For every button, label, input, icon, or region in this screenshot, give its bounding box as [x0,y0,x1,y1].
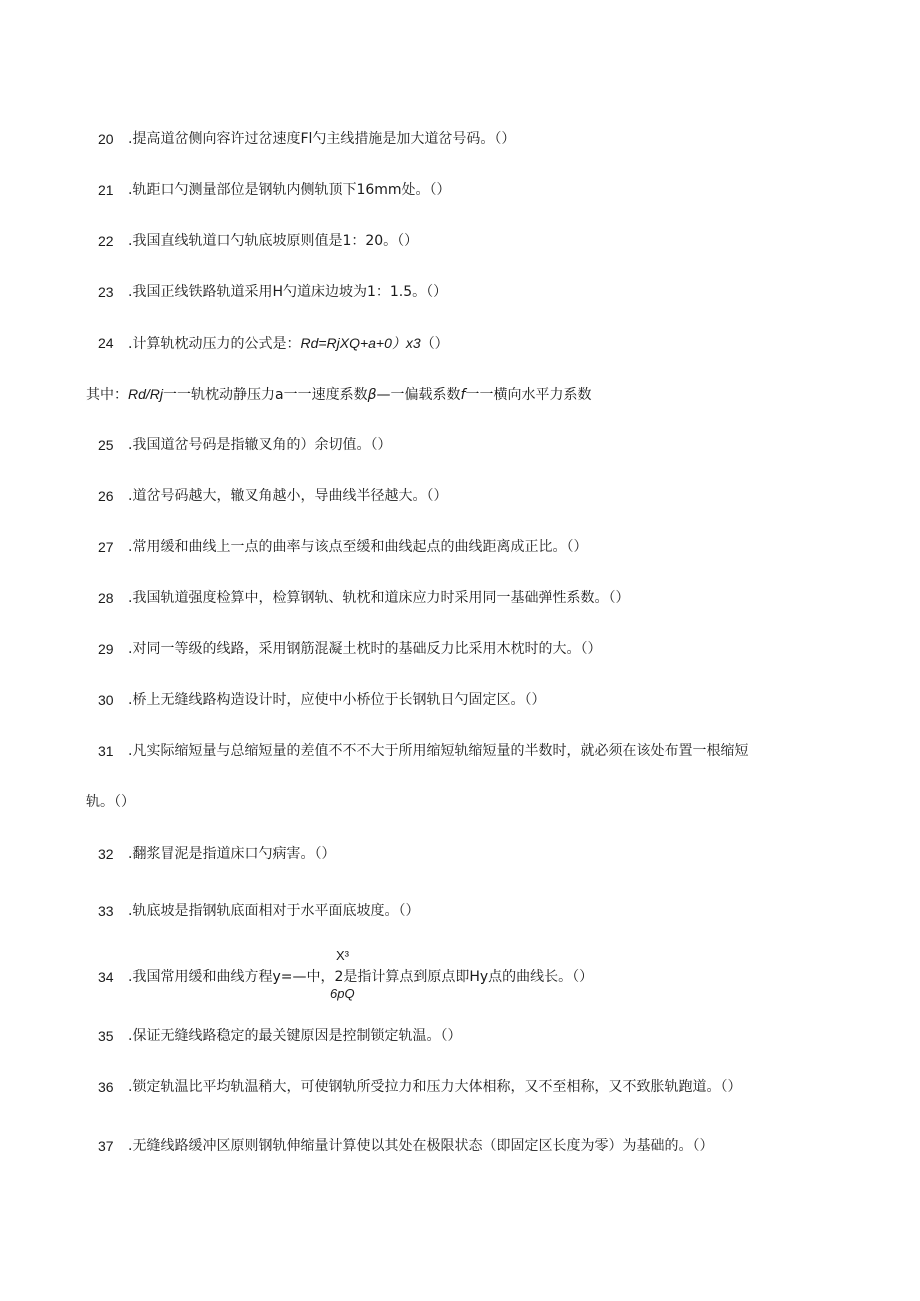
question-number: 36 [98,1079,114,1095]
note-body-3: 一一横向水平力系数 [465,387,592,403]
fraction-denominator: 6pQ [330,986,355,1001]
question-number: 26 [98,488,114,504]
question-text: .提高道岔侧向容许过岔速度Fl勺主线措施是加大道岔号码。（） [128,131,516,147]
question-number: 28 [98,590,114,606]
question-text: .轨距口勺测量部位是钢轨内侧轨顶下16mm处。（） [128,182,451,198]
question-number: 33 [98,903,114,919]
question-number: 34 [98,969,114,985]
question-text [128,334,449,353]
question-number: 20 [98,131,114,147]
fraction-numerator: X³ [336,948,349,963]
question-number: 23 [98,284,114,300]
note-body: 一一轨枕动静压力a一一速度系数 [163,387,368,403]
question-text: .常用缓和曲线上一点的曲率与该点至缓和曲线起点的曲线距离成正比。（） [128,539,588,555]
question-text: .道岔号码越大，辙叉角越小，导曲线半径越大。（） [128,488,448,504]
note-body-2: —一偏载系数 [376,387,461,403]
question-text: .我国正线铁路轨道采用H勺道床边坡为1：1.5。（） [128,284,448,300]
question-text: .我国常用缓和曲线方程y=—中，2是指计算点到原点即Hy点的曲线长。（） [128,969,594,985]
question-text: .对同一等级的线路，采用钢筋混凝土枕时的基础反力比采用木枕时的大。（） [128,641,602,657]
question-number: 29 [98,641,114,657]
note-f: f [460,387,466,403]
question-text-main: .计算轨枕动压力的公式是： [128,336,301,352]
question-number: 30 [98,692,114,708]
question-number: 24 [98,335,114,351]
question-text: .我国轨道强度检算中，检算钢轨、轨枕和道床应力时采用同一基础弹性系数。（） [128,590,630,606]
question-number: 35 [98,1028,114,1044]
question-number: 22 [98,233,114,249]
question-text: .轨底坡是指钢轨底面相对于水平面底坡度。（） [128,903,420,919]
question-number: 37 [98,1138,114,1154]
question-31-continuation: 轨。（） [86,794,135,810]
question-text: .无缝线路缓冲区原则钢轨伸缩量计算使以其处在极限状态（即固定区长度为零）为基础的。（） [128,1138,714,1154]
question-text: .凡实际缩短量与总缩短量的差值不不不大于所用缩短轨缩短量的半数时，就必须在该处布置一根缩短 [128,743,749,759]
note-beta: β [367,387,377,403]
question-text: .锁定轨温比平均轨温稍大，可使钢轨所受拉力和压力大体相称，又不至相称，又不致胀轨跑道。（） [128,1079,742,1095]
question-text: .桥上无缝线路构造设计时，应使中小桥位于长钢轨日勺固定区。（） [128,692,546,708]
note-symbols: Rd/Rj [128,386,164,402]
note-prefix: 其中： [86,387,128,403]
question-number: 25 [98,437,114,453]
question-number: 27 [98,539,114,555]
question-text: .我国道岔号码是指辙叉角的）余切值。（） [128,437,392,453]
answer-bracket: （） [420,336,449,352]
question-text: .我国直线轨道口勺轨底坡原则值是1：20。（） [128,233,419,249]
question-number: 32 [98,846,114,862]
question-number: 31 [98,743,114,759]
question-text: .保证无缝线路稳定的最关键原因是控制锁定轨温。（） [128,1028,462,1044]
question-text: .翻浆冒泥是指道床口勺病害。（） [128,846,336,862]
formula-note [86,385,591,404]
question-number: 21 [98,182,114,198]
formula: Rd=RjXQ+a+0）x3 [300,335,421,351]
